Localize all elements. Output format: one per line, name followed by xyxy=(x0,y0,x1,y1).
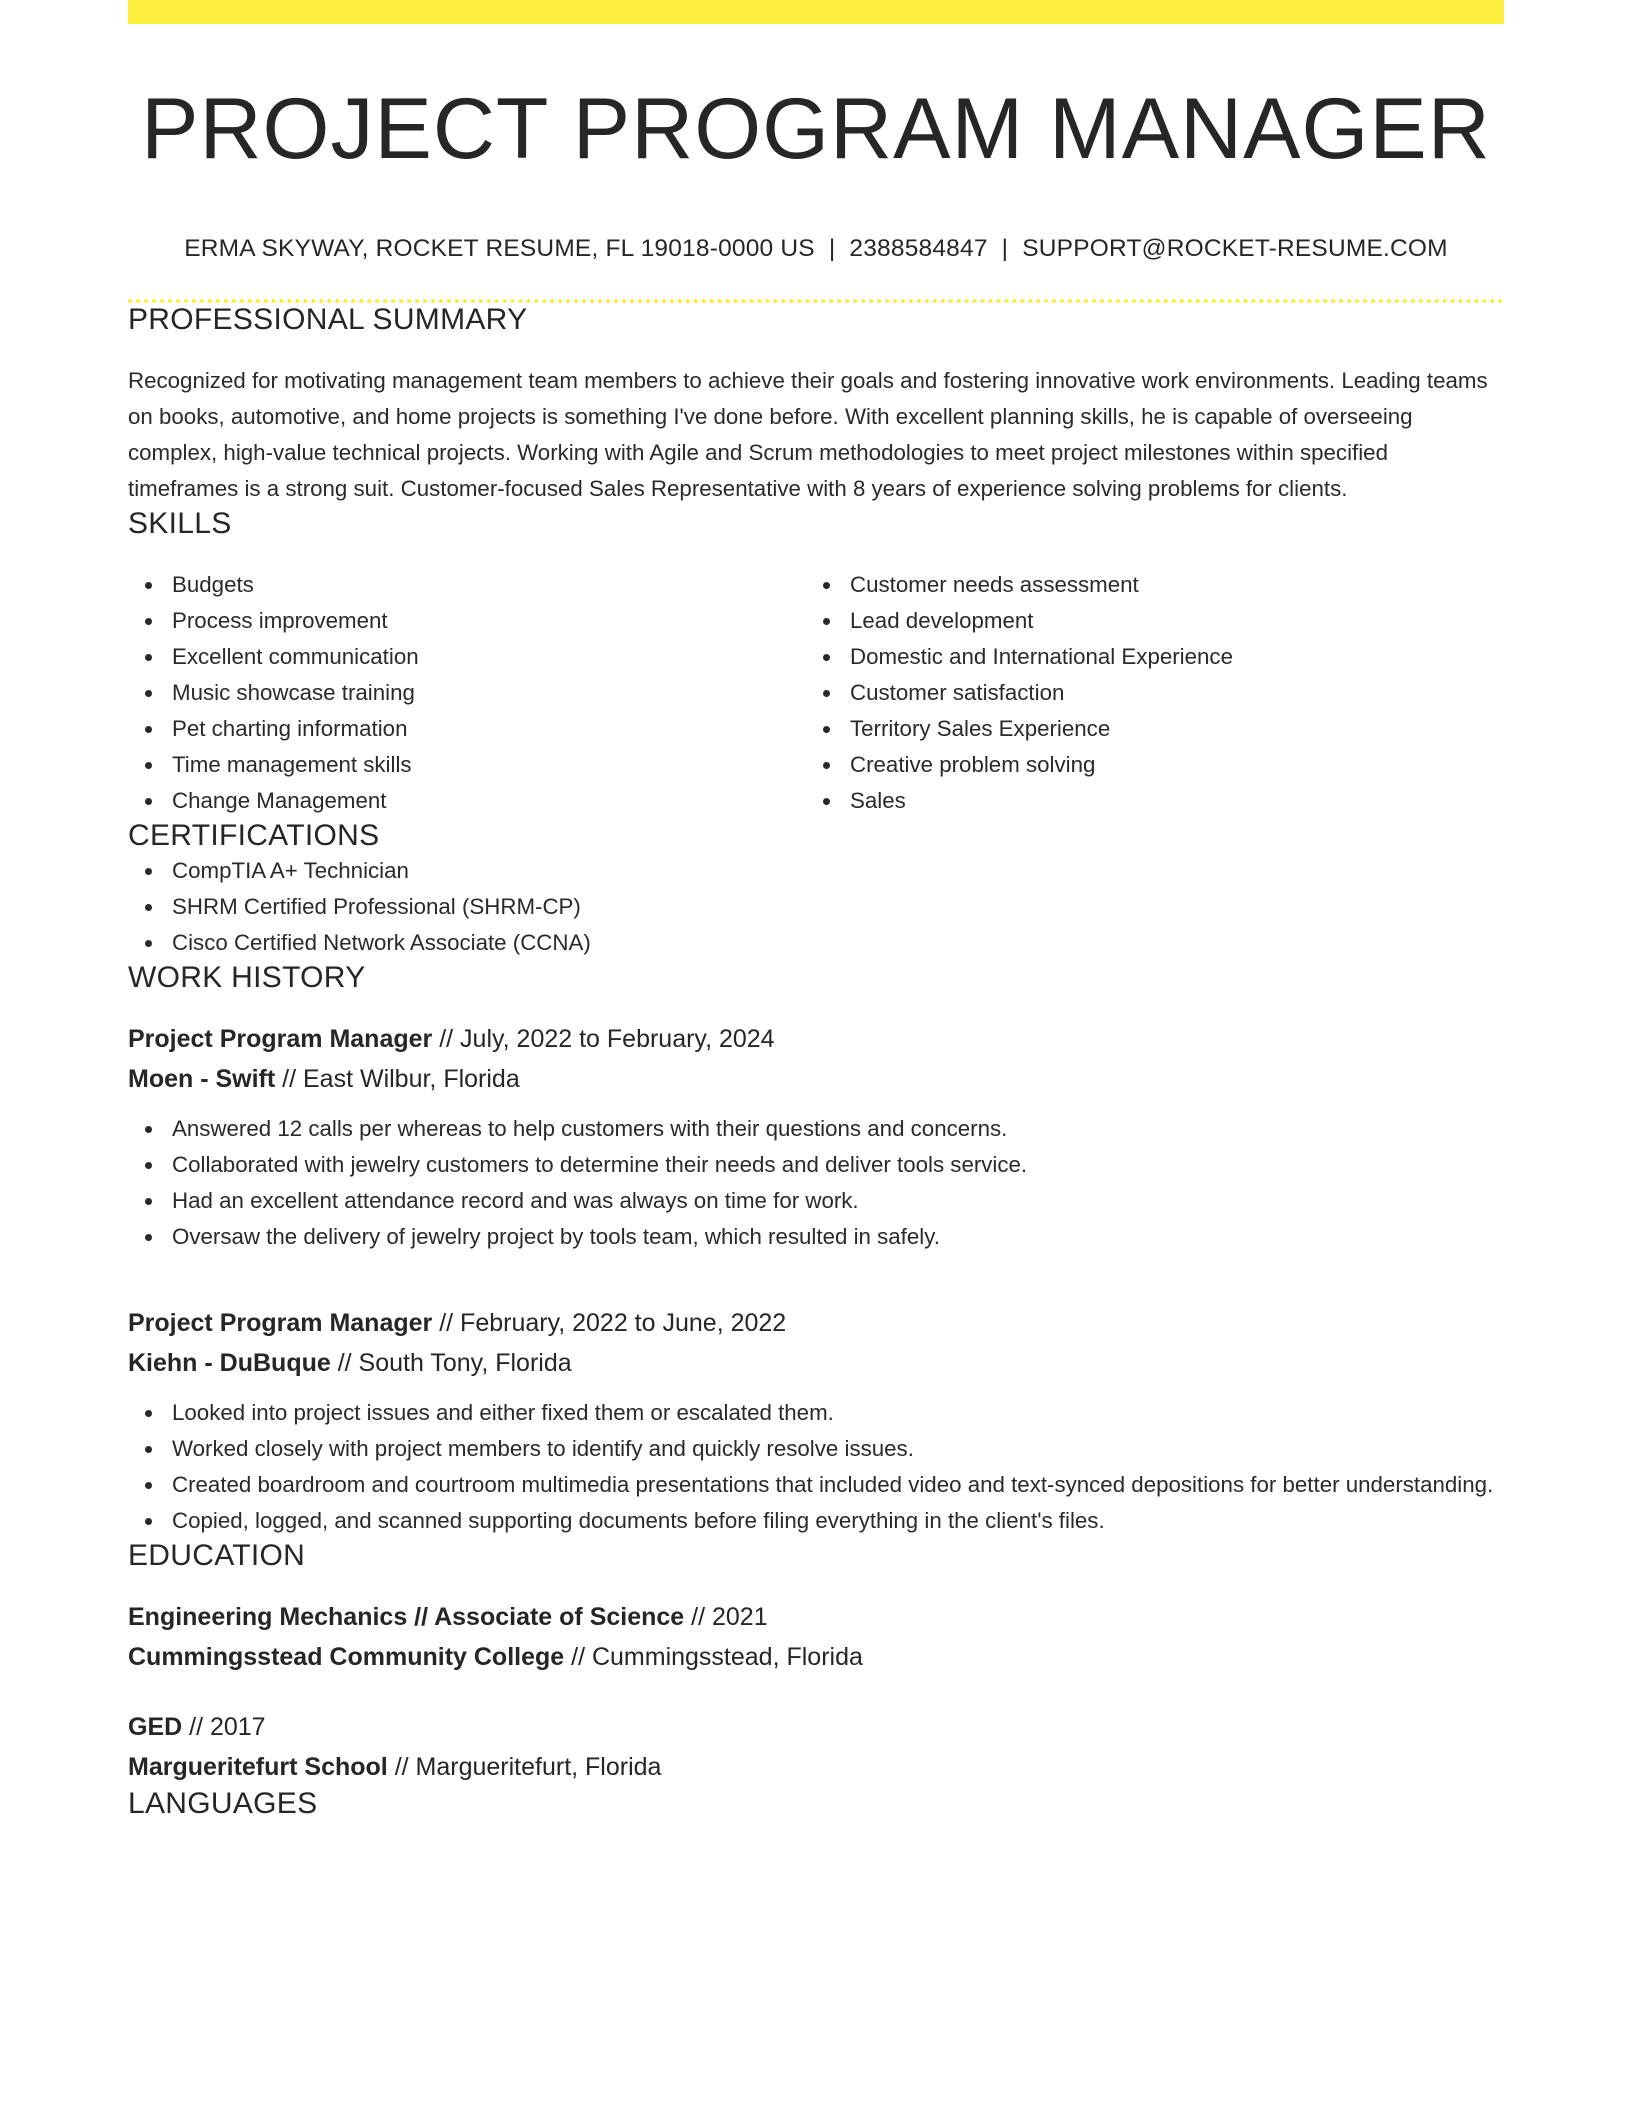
page-title: PROJECT PROGRAM MANAGER xyxy=(141,81,1491,177)
contact-email: SUPPORT@ROCKET-RESUME.COM xyxy=(1022,234,1448,262)
education-school: Cummingsstead Community College xyxy=(128,1642,565,1671)
job-bullet: Worked closely with project members to identify and quickly resolve issues. xyxy=(128,1431,1504,1467)
contact-address: ERMA SKYWAY, ROCKET RESUME, FL 19018-0000 US xyxy=(184,234,815,262)
job-bullet: Had an excellent attendance record and was always on time for work. xyxy=(128,1183,1504,1219)
skills-grid xyxy=(128,567,1504,819)
skill-item: Lead development xyxy=(806,603,1484,639)
education-year: // 2021 xyxy=(684,1602,768,1631)
education-school-line xyxy=(128,1747,1504,1787)
education-entry xyxy=(128,1597,1504,1677)
job-location: // East Wilbur, Florida xyxy=(275,1064,520,1093)
job-title-line xyxy=(128,1303,1504,1343)
job-title-line xyxy=(128,1019,1504,1059)
job-dates: // July, 2022 to February, 2024 xyxy=(432,1024,775,1053)
job-company: Kiehn - DuBuque xyxy=(128,1348,331,1377)
skill-item: Change Management xyxy=(128,783,806,819)
education-school: Margueritefurt School xyxy=(128,1752,388,1781)
job-bullet: Created boardroom and courtroom multimedia presentations that included video and text-synced depositions for better understanding. xyxy=(128,1467,1504,1503)
education-degree: Engineering Mechanics // Associate of Science xyxy=(128,1602,685,1631)
job-company: Moen - Swift xyxy=(128,1064,276,1093)
education-entry xyxy=(128,1707,1504,1787)
education-degree-line xyxy=(128,1597,1504,1637)
job-title: Project Program Manager xyxy=(128,1308,433,1337)
skill-item: Pet charting information xyxy=(128,711,806,747)
education-year: // 2017 xyxy=(182,1712,266,1741)
contact-separator: | xyxy=(828,234,836,262)
skills-right-list xyxy=(806,567,1484,819)
contact-separator: | xyxy=(1001,234,1009,262)
skills-heading: SKILLS xyxy=(128,506,232,540)
job-bullet: Looked into project issues and either fixed them or escalated them. xyxy=(128,1395,1504,1431)
contact-phone: 2388584847 xyxy=(849,234,988,262)
job-bullet: Answered 12 calls per whereas to help customers with their questions and concerns. xyxy=(128,1111,1504,1147)
certification-item: SHRM Certified Professional (SHRM-CP) xyxy=(128,889,1504,925)
skill-item: Time management skills xyxy=(128,747,806,783)
resume-page xyxy=(128,0,1504,1821)
job-company-line xyxy=(128,1343,1504,1383)
work-history-heading: WORK HISTORY xyxy=(128,960,366,994)
education-heading: EDUCATION xyxy=(128,1538,306,1572)
certifications-heading: CERTIFICATIONS xyxy=(128,818,380,852)
job-bullets xyxy=(128,1111,1504,1255)
skill-item: Excellent communication xyxy=(128,639,806,675)
skill-item: Customer satisfaction xyxy=(806,675,1484,711)
job-company-line xyxy=(128,1059,1504,1099)
education-location: // Cummingsstead, Florida xyxy=(564,1642,863,1671)
education-location: // Margueritefurt, Florida xyxy=(387,1752,662,1781)
languages-heading: LANGUAGES xyxy=(128,1786,318,1820)
skill-item: Creative problem solving xyxy=(806,747,1484,783)
education-degree: GED xyxy=(128,1712,183,1741)
certifications-list xyxy=(128,853,1504,961)
job-bullets xyxy=(128,1395,1504,1539)
certification-item: CompTIA A+ Technician xyxy=(128,853,1504,889)
skill-item: Process improvement xyxy=(128,603,806,639)
education-degree-line xyxy=(128,1707,1504,1747)
job-entry xyxy=(128,1019,1504,1255)
job-bullet: Copied, logged, and scanned supporting documents before filing everything in the client's files. xyxy=(128,1503,1504,1539)
skill-item: Music showcase training xyxy=(128,675,806,711)
skills-left-list xyxy=(128,567,806,819)
summary-text: Recognized for motivating management team members to achieve their goals and fostering innovative work environments. Leading teams on books, automotive, and home projects is something I've done before. With excellent planning skills, he is capable of overseeing complex, high-value technical projects. Working with Agile and Scrum methodologies to meet project milestones within specified timeframes is a strong suit. Customer-focused Sales Representative with 8 years of experience solving problems for clients. xyxy=(128,367,1488,501)
job-location: // South Tony, Florida xyxy=(330,1348,572,1377)
skill-item: Budgets xyxy=(128,567,806,603)
job-bullet: Collaborated with jewelry customers to determine their needs and deliver tools service. xyxy=(128,1147,1504,1183)
job-bullet: Oversaw the delivery of jewelry project by tools team, which resulted in safely. xyxy=(128,1219,1504,1255)
skill-item: Domestic and International Experience xyxy=(806,639,1484,675)
job-title: Project Program Manager xyxy=(128,1024,433,1053)
certification-item: Cisco Certified Network Associate (CCNA) xyxy=(128,925,1504,961)
skill-item: Territory Sales Experience xyxy=(806,711,1484,747)
skill-item: Customer needs assessment xyxy=(806,567,1484,603)
summary-heading: PROFESSIONAL SUMMARY xyxy=(128,302,528,336)
education-school-line xyxy=(128,1637,1504,1677)
job-entry xyxy=(128,1303,1504,1539)
job-dates: // February, 2022 to June, 2022 xyxy=(432,1308,787,1337)
skill-item: Sales xyxy=(806,783,1484,819)
accent-top-bar xyxy=(128,0,1504,24)
contact-line xyxy=(128,235,1504,263)
